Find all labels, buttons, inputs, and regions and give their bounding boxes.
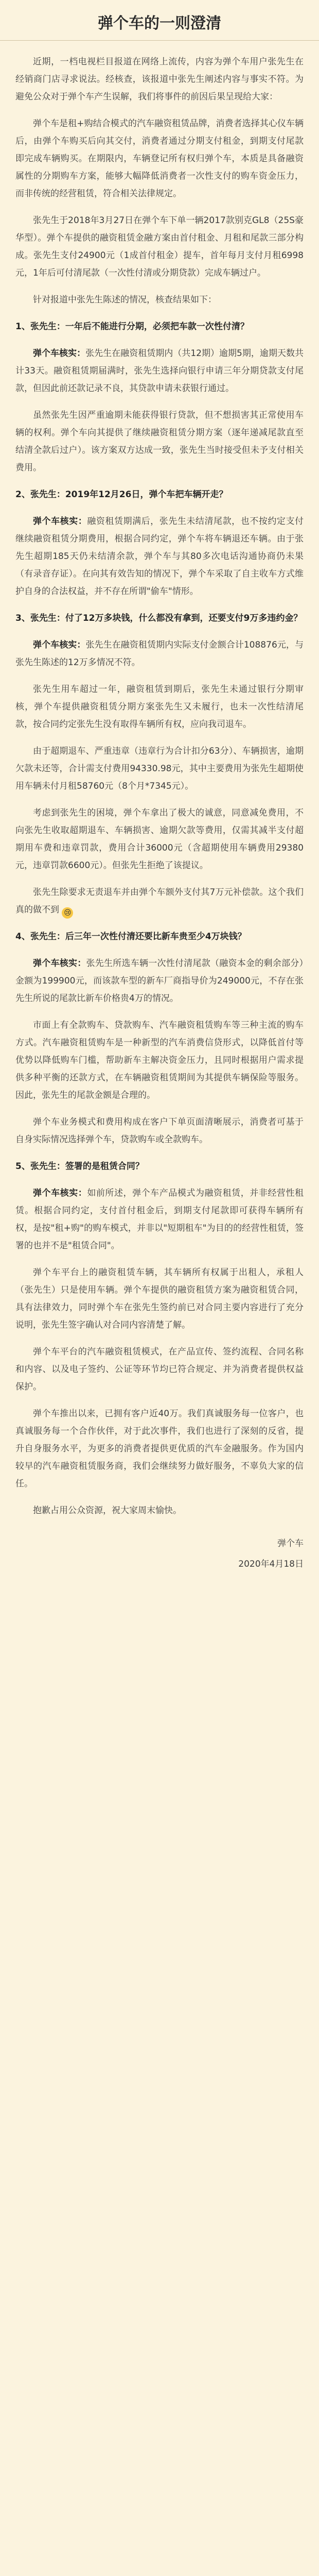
answer-text: 张先生所选车辆一次性付清尾款（融资本金的剩余部分）金额为199900元，而该款车型的新车厂商指导价为249000元，不存在张先生所说的尾款比新车价格贵4万的情况。 bbox=[15, 958, 304, 1004]
question-heading: 1、张先生：一年后不能进行分期，必须把车款一次性付清？ bbox=[15, 321, 249, 332]
answer-extra: 弹个车业务模式和费用构成在客户下单页面清晰展示，消费者可基于自身实际情况选择弹个车，贷款购车或全款购车。 bbox=[15, 1117, 304, 1145]
intro-paragraph: 弹个车是租+购结合模式的汽车融资租赁品牌，消费者选择其心仪车辆后，由弹个车购买后向其交付，消费者通过分期支付租金，到期支付尾款即完成车辆购买。在期限内，车辆登记所有权归弹个车，本质是具备融资属性的分期购车方案，能够大幅降低消费者一次性支付的购车资金压力，而非传统的经营租赁，符合相关法律规定。 bbox=[15, 118, 304, 199]
date: 2020年4月18日 bbox=[238, 1559, 304, 1569]
question-heading: 4、张先生：后三年一次性付清还要比新车贵至少4万块钱？ bbox=[15, 931, 246, 942]
answer-extra: 考虑到张先生的困境，弹个车拿出了极大的诚意，同意减免费用，不向张先生收取超期退车、车辆损害、逾期欠款等费用，仅需其减半支付超期用车费和违章罚款，费用合计36000元（含超期使用车辆费用29380元，违章罚款6600元）。但张先生拒绝了该提议。 bbox=[15, 808, 304, 871]
answer-text: 张先生在融资租赁期内（共12期）逾期5期，逾期天数共计33天。融资租赁期届满时，张先生选择向银行申请三年分期贷款支付尾款，但因此前还款记录不良，其贷款申请未获银行通过。 bbox=[15, 348, 304, 394]
answer-label: 弹个车核实： bbox=[33, 958, 86, 969]
question-heading: 5、张先生：签署的是租赁合同？ bbox=[15, 1161, 144, 1172]
answer-label: 弹个车核实： bbox=[33, 348, 86, 359]
question-heading: 2、张先生：2019年12月26日，弹个车把车辆开走？ bbox=[15, 489, 228, 500]
answer-paragraph bbox=[15, 1184, 304, 1255]
answer-label: 弹个车核实： bbox=[33, 1188, 87, 1198]
closing-paragraph: 抱歉占用公众资源，祝大家周末愉快。 bbox=[33, 1505, 182, 1516]
answer-extra: 由于超期退车、严重违章（违章行为合计扣分63分）、车辆损害，逾期欠款未还等，合计需支付费用94330.98元，其中主要费用为张先生超期使用车辆未付月租58760元（8个月*7345元）。 bbox=[15, 746, 304, 791]
answer-paragraph bbox=[15, 345, 304, 397]
answer-extra bbox=[15, 884, 304, 919]
intro-paragraph: 近期，一档电视栏目报道在网络上流传，内容为弹个车用户张先生在经销商门店寻求说法。经核查，该报道中张先生阐述内容与事实不符。为避免公众对于弹个车产生误解，我们将事件的前因后果呈现给大家： bbox=[15, 57, 304, 102]
answer-extra: 张先生用车超过一年，融资租赁到期后，张先生未通过银行分期审核，弹个车提供融资租赁分期方案张先生又未履行，也未一次性结清尾款，按合同约定张先生没有取得车辆所有权，应向我司退车。 bbox=[15, 684, 304, 730]
sad-emoji-icon: 😢 bbox=[62, 907, 73, 919]
answer-text: 如前所述，弹个车产品模式为融资租赁，并非经营性租赁。根据合同约定，支付首付租金后，到期支付尾款即可获得车辆所有权，是按"租+购"的购车模式，并非以"短期租车"为目的的经营性租赁，签署的也并不是"租赁合同"。 bbox=[15, 1188, 304, 1251]
title-divider bbox=[0, 40, 319, 41]
intro-paragraph: 张先生于2018年3月27日在弹个车下单一辆2017款别克GL8（25S豪华型）。弹个车提供的融资租赁金融方案由首付租金、月租和尾款三部分构成。张先生支付24900元（1成首付租金）提车，首年每月支付月租6998元，1年后可付清尾款（一次性付清或分期贷款）完成车辆过户。 bbox=[15, 215, 304, 278]
answer-extra: 弹个车平台上的融资租赁车辆，其车辆所有权属于出租人，承租人（张先生）只是使用车辆。弹个车提供的融资租赁方案为融资租赁合同，具有法律效力，同时弹个车在张先生签约前已对合同主要内容进行了充分说明，张先生签字确认对合同内容清楚了解。 bbox=[15, 1267, 304, 1330]
answer-extra: 虽然张先生因严重逾期未能获得银行贷款，但不想损害其正常使用车辆的权利。弹个车向其提供了继续融资租赁分期方案（逐年递减尾款直至结清全款后过户）。该方案双方达成一致，张先生当时接受但未予支付相关费用。 bbox=[15, 410, 304, 473]
signature: 弹个车 bbox=[277, 1538, 304, 1549]
question-heading: 3、张先生：付了12万多块钱，什么都没有拿到，还要支付9万多违约金？ bbox=[15, 613, 303, 623]
page-title: 弹个车的一则澄清 bbox=[98, 14, 221, 32]
answer-label: 弹个车核实： bbox=[33, 640, 86, 650]
answer-paragraph bbox=[15, 955, 304, 1007]
answer-paragraph bbox=[15, 513, 304, 600]
answer-extra: 弹个车平台的汽车融资租赁模式，在产品宣传、签约流程、合同名称和内容、以及电子签约、公证等环节均已符合规定、并为消费者提供权益保护。 bbox=[15, 1347, 304, 1392]
answer-text: 融资租赁期满后，张先生未结清尾款，也不按约定支付继续融资租赁分期费用，根据合同约定，弹个车将车辆退还车辆。由于张先生超期185天仍未结清余款，弹个车与其80多次电话沟通协商仍未果（有录音存证）。在向其有效告知的情况下，弹个车采取了自主收车方式维护自身的合法权益，并不存在所谓"偷车"情形。 bbox=[15, 516, 304, 597]
answer-label: 弹个车核实： bbox=[33, 516, 87, 527]
closing-paragraph: 弹个车推出以来，已拥有客户近40万。我们真诚服务每一位客户，也真诚服务每一个合作伙伴，对于此次事件，我们也进行了深刻的反省，提升自身服务水平，为更多的消费者提供更优质的汽车金融服务。作为国内较早的汽车融资租赁服务商，我们会继续努力做好服务，不辜负大家的信任。 bbox=[15, 1409, 304, 1489]
answer-extra-text: 张先生除要求无责退车并由弹个车额外支付其7万元补偿款。这个我们真的做不到 bbox=[15, 887, 304, 915]
answer-paragraph bbox=[15, 636, 304, 671]
answer-extra: 市面上有全款购车、贷款购车、汽车融资租赁购车等三种主流的购车方式。汽车融资租赁购车是一种新型的汽车消费信贷形式，以降低首付等优势以降低购车门槛，帮助新车主解决资金压力，且同时根据用户需求提供多种平衡的还款方式，在车辆融资租赁期间为其提供车辆保险等服务。因此，张先生的尾款金额是合理的。 bbox=[15, 1020, 304, 1100]
answer-text: 张先生在融资租赁期内实际支付金额合计108876元，与张先生陈述的12万多情况不符。 bbox=[15, 640, 304, 668]
intro-paragraph: 针对报道中张先生陈述的情况，核查结果如下： bbox=[33, 295, 217, 305]
